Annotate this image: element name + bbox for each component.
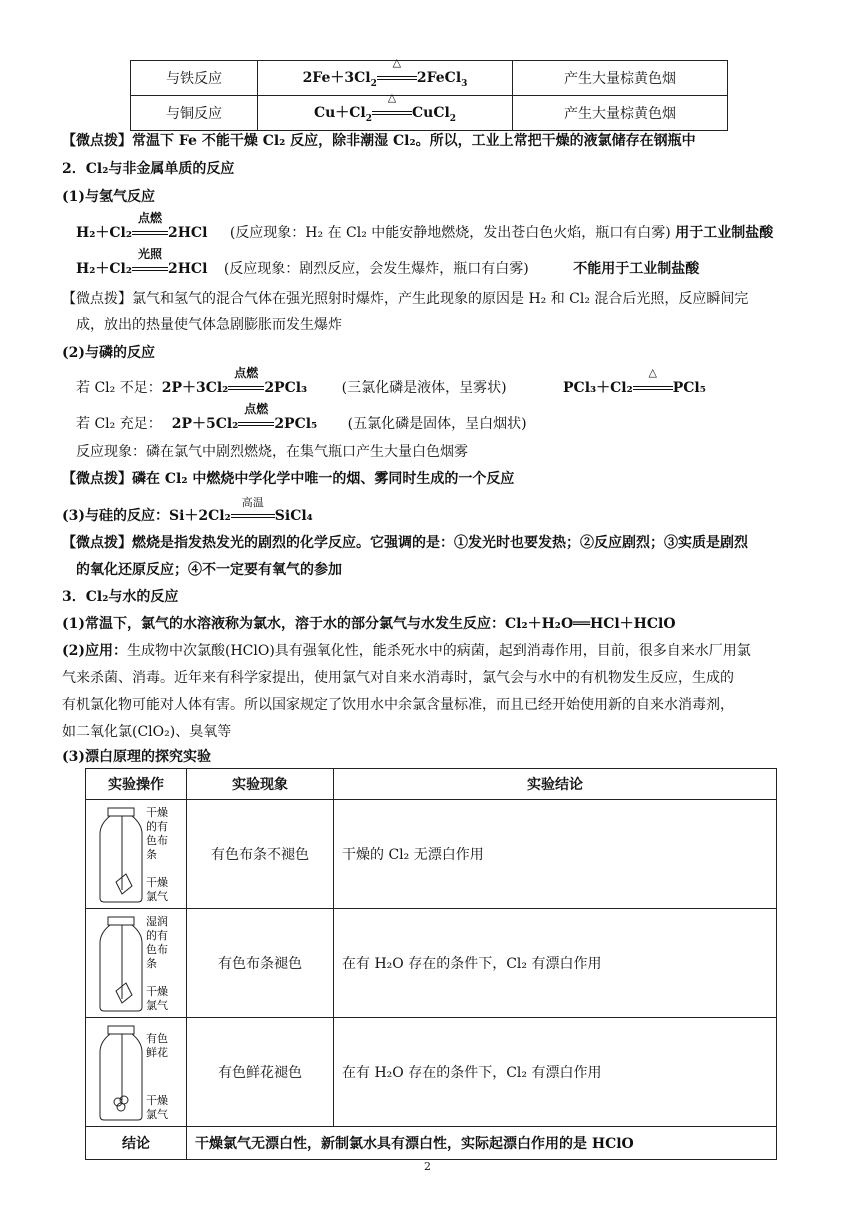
svg-text:干燥: 干燥 [146,876,168,889]
subsection-heading: (1)与氢气反应 [62,189,155,205]
svg-text:色布: 色布 [146,943,168,956]
condition-label: △ [392,56,402,70]
conclusion-text: 干燥氯气无漂白性，新制氯水具有漂白性，实际起漂白作用的是 HClO [187,1127,777,1160]
reaction-phenomenon: 产生大量棕黄色烟 [513,61,728,96]
svg-text:的有: 的有 [146,820,168,833]
table-header-row [86,769,777,800]
application-line2: 气来杀菌、消毒。近年来有科学家提出，使用氯气对自来水消毒时，氯气会与水中的有机物发生反应，生成的 [62,670,734,686]
application-line1: (2)应用：生成物中次氯酸(HClO)具有强氧化性，能杀死水中的病菌，起到消毒作用，目前，很多自来水厂用氯 [62,643,751,659]
svg-text:条: 条 [146,957,157,970]
experiment-conclusion: 在有 H₂O 存在的条件下，Cl₂ 有漂白作用 [334,909,777,1018]
conclusion-label: 结论 [86,1127,187,1160]
svg-text:干燥: 干燥 [146,1094,168,1107]
experiment-operation [86,800,187,909]
column-header: 实验现象 [187,769,334,800]
table-footer-row [86,1127,777,1160]
svg-text:条: 条 [146,848,157,861]
tip-h2-line2: 成，放出的热量使气体急剧膨胀而发生爆炸 [76,317,342,333]
table-row [86,1018,777,1127]
svg-text:有色: 有色 [146,1032,168,1045]
reaction-name: 与铁反应 [131,61,258,96]
svg-text:鲜花: 鲜花 [146,1046,168,1059]
experiment-phenomenon: 有色鲜花褪色 [187,1018,334,1127]
reaction-name: 与铜反应 [131,96,258,131]
reaction-equation: $Cu+Cl_2$ △ CuCl$_2$ [258,96,513,131]
si-equation: (3)与硅的反应：Si＋2Cl₂ 高温 SiCl₄ [62,496,313,524]
h2-equation-2: H₂＋Cl₂ 光照 2HCl (反应现象：剧烈反应，会发生爆炸，瓶口有白雾) 不能用于工业制盐酸 [76,247,700,277]
section-heading: 2．Cl₂与非金属单质的反应 [62,161,235,177]
svg-text:干燥: 干燥 [146,985,168,998]
gas-bottle-icon [86,800,186,908]
p-phenomenon: 反应现象：磷在氯气中剧烈燃烧，在集气瓶口产生大量白色烟雾 [76,444,468,460]
table-row [86,800,777,909]
experiment-table [85,768,777,1160]
svg-text:氯气: 氯气 [146,999,168,1012]
p-equation-1: 若 Cl₂ 不足：2P＋3Cl₂ 点燃 2PCl₃ (三氯化磷是液体，呈雾状) PCl₃＋Cl₂ △ PCl₅ [76,366,706,396]
svg-text:湿润: 湿润 [146,915,168,928]
p-equation-2: 若 Cl₂ 充足： 2P＋5Cl₂ 点燃 2PCl₅ (五氯化磷是固体，呈白烟状) [76,402,527,432]
condition-label: △ [387,91,397,105]
svg-text:色布: 色布 [146,834,168,847]
chlorine-water-line: (1)常温下，氯气的水溶液称为氯水，溶于水的部分氯气与水发生反应：Cl₂＋H₂O══HCl＋HClO [62,616,676,632]
column-header: 实验结论 [334,769,777,800]
table-row [131,61,728,96]
table-row [86,909,777,1018]
experiment-phenomenon: 有色布条不褪色 [187,800,334,909]
experiment-conclusion: 干燥的 Cl₂ 无漂白作用 [334,800,777,909]
label-text: 干燥 [146,806,168,819]
table-row [131,96,728,131]
experiment-operation [86,1018,187,1127]
page-number: 2 [424,1160,431,1173]
svg-text:的有: 的有 [146,929,168,942]
reaction-equation: $2Fe+3Cl_2$ △ 2FeCl$_3$ [258,61,513,96]
tip-p: 【微点拨】磷在 Cl₂ 中燃烧中学化学中唯一的烟、雾同时生成的一个反应 [62,471,515,487]
svg-text:氯气: 氯气 [146,890,168,903]
svg-text:氯气: 氯气 [146,1108,168,1121]
tip-combustion-line1: 【微点拨】燃烧是指发热发光的剧烈的化学反应。它强调的是：①发光时也要发热；②反应剧烈；③实质是剧烈 [62,535,748,551]
subsection-heading: (3)漂白原理的探究实验 [62,749,211,765]
subsection-heading: (2)与磷的反应 [62,345,155,361]
reaction-phenomenon: 产生大量棕黄色烟 [513,96,728,131]
tip-fe: 【微点拨】常温下 Fe 不能干燥 Cl₂ 反应，除非潮湿 Cl₂。所以，工业上常把干燥的液氯储存在钢瓶中 [62,133,696,149]
experiment-phenomenon: 有色布条褪色 [187,909,334,1018]
gas-bottle-flower-icon [86,1018,186,1126]
reaction-table [130,56,728,131]
section-heading: 3．Cl₂与水的反应 [62,589,179,605]
tip-h2-line1: 【微点拨】氯气和氢气的混合气体在强光照射时爆炸，产生此现象的原因是 H₂ 和 Cl₂ 混合后光照，反应瞬间完 [62,291,749,307]
application-line4: 如二氧化氯(ClO₂)、臭氧等 [62,724,232,740]
tip-combustion-line2: 的氧化还原反应；④不一定要有氧气的参加 [76,562,342,578]
experiment-conclusion: 在有 H₂O 存在的条件下，Cl₂ 有漂白作用 [334,1018,777,1127]
h2-equation-1: H₂＋Cl₂ 点燃 2HCl (反应现象：H₂ 在 Cl₂ 中能安静地燃烧，发出苍白色火焰，瓶口有白雾) 用于工业制盐酸 [76,211,774,241]
column-header: 实验操作 [86,769,187,800]
gas-bottle-icon [86,909,186,1017]
application-line3: 有机氯化物可能对人体有害。所以国家规定了饮用水中余氯含量标准，而且已经开始使用新的自来水消毒剂， [62,697,734,713]
experiment-operation [86,909,187,1018]
